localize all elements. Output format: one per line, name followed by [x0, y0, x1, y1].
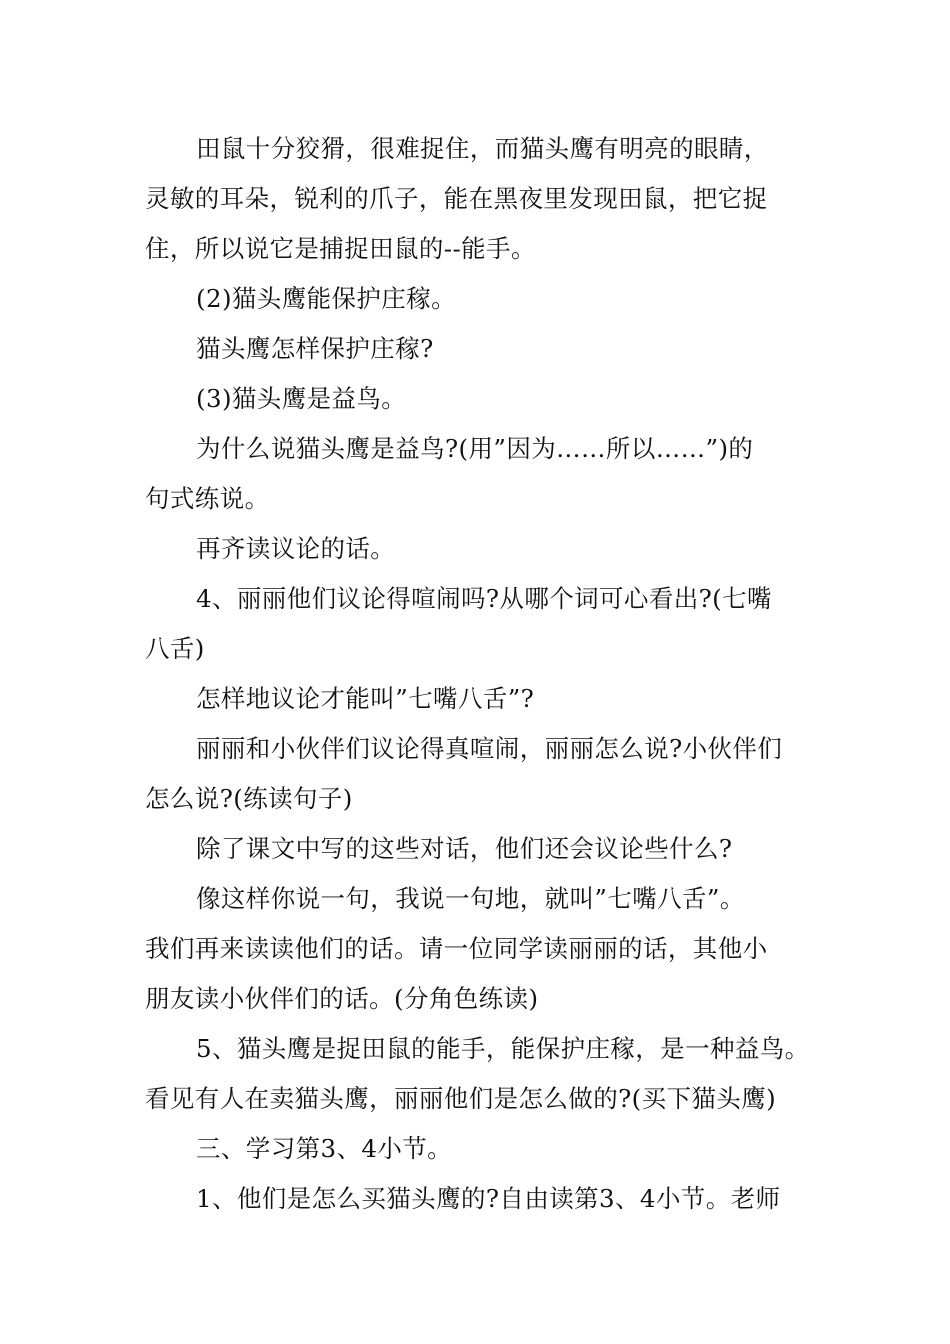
text-line: 句式练说。 [145, 484, 270, 513]
text-line: 4、丽丽他们议论得喧闹吗?从哪个词可心看出?(七嘴 [196, 584, 772, 613]
text-line: 怎样地议论才能叫”七嘴八舌”? [196, 684, 535, 713]
text-line: 八舌) [145, 634, 205, 663]
text-line: 三、学习第3、4小节。 [196, 1134, 453, 1163]
text-line: 朋友读小伙伴们的话。(分角色练读) [145, 984, 539, 1013]
text-line: 灵敏的耳朵，锐利的爪子，能在黑夜里发现田鼠，把它捉 [145, 184, 768, 213]
text-line: 除了课文中写的这些对话，他们还会议论些什么? [196, 834, 733, 863]
text-line: 猫头鹰怎样保护庄稼? [196, 334, 434, 363]
text-line: 我们再来读读他们的话。请一位同学读丽丽的话，其他小 [145, 934, 768, 963]
text-line: 1、他们是怎么买猫头鹰的?自由读第3、4小节。老师 [196, 1184, 781, 1213]
text-line: 5、猫头鹰是捉田鼠的能手，能保护庄稼，是一种益鸟。 [196, 1034, 810, 1063]
text-line: 丽丽和小伙伴们议论得真喧闹，丽丽怎么说?小伙伴们 [196, 734, 783, 763]
text-line: 为什么说猫头鹰是益鸟?(用”因为……所以……”)的 [196, 434, 754, 463]
text-line: (2)猫头鹰能保护庄稼。 [196, 284, 457, 313]
text-line: 像这样你说一句，我说一句地，就叫”七嘴八舌”。 [196, 884, 745, 913]
text-line: 住，所以说它是捕捉田鼠的--能手。 [145, 234, 536, 263]
text-line: (3)猫头鹰是益鸟。 [196, 384, 407, 413]
text-line: 田鼠十分狡猾，很难捉住，而猫头鹰有明亮的眼睛， [196, 134, 769, 163]
text-line: 再齐读议论的话。 [196, 534, 396, 563]
text-line: 怎么说?(练读句子) [145, 784, 353, 813]
text-line: 看见有人在卖猫头鹰，丽丽他们是怎么做的?(买下猫头鹰) [145, 1084, 777, 1113]
